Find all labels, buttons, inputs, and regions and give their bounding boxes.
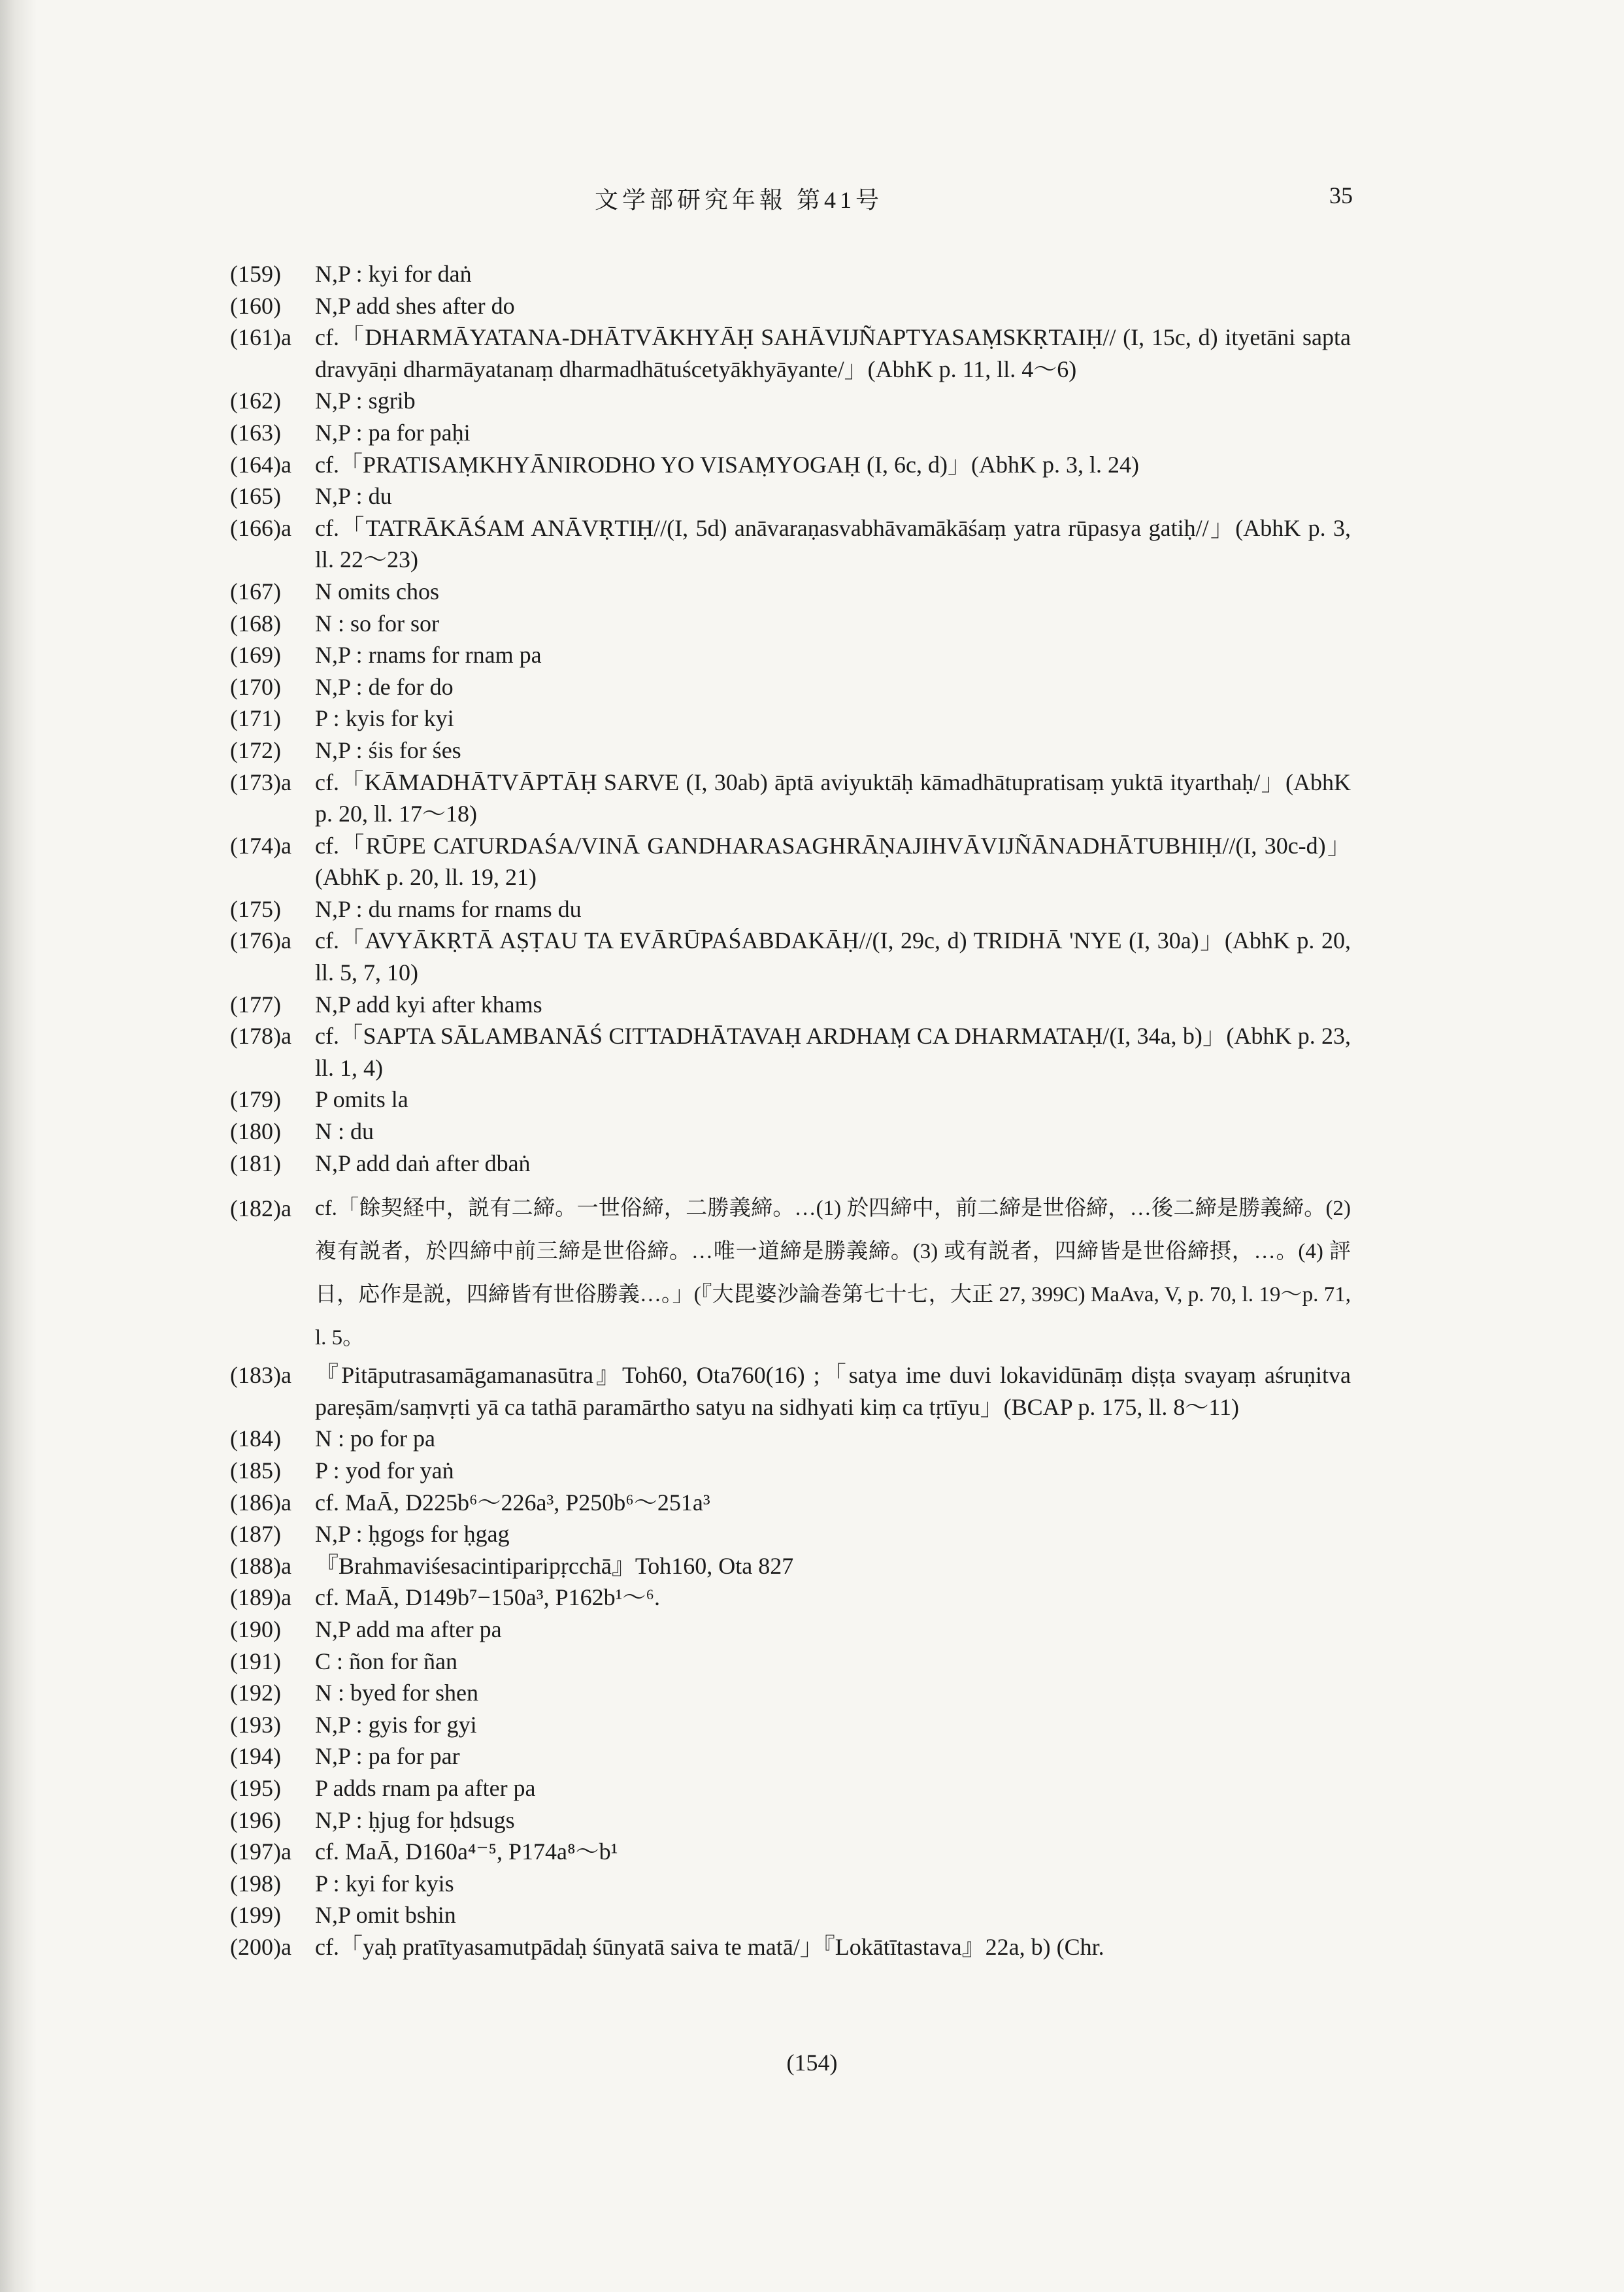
note-number: (167) [230, 578, 281, 605]
note-item [230, 1646, 1351, 1678]
note-text: P : kyis for kyi [315, 705, 454, 732]
note-text: N,P add daṅ after dbaṅ [315, 1150, 531, 1176]
note-item [230, 608, 1351, 640]
note-number: (171) [230, 705, 281, 732]
note-item [230, 639, 1351, 671]
note-number: (176)a [230, 927, 291, 954]
note-number: (172) [230, 737, 281, 763]
note-number: (190) [230, 1616, 281, 1642]
note-number: (191) [230, 1648, 281, 1674]
note-number: (200)a [230, 1933, 291, 1960]
note-item [230, 1709, 1351, 1741]
note-text: N,P : kyi for daṅ [315, 261, 472, 287]
note-text: N,P add kyi after khams [315, 991, 542, 1018]
note-text: N,P : śis for śes [315, 737, 461, 763]
note-number: (195) [230, 1774, 281, 1801]
note-number: (196) [230, 1806, 281, 1833]
note-number: (197)a [230, 1838, 291, 1865]
note-item [230, 1836, 1351, 1868]
note-text: cf. MaĀ, D225b⁶～226a³, P250b⁶～251a³ [315, 1489, 710, 1516]
page-number: 35 [1329, 182, 1353, 208]
note-number: (164)a [230, 451, 291, 478]
note-text: N,P : sgrib [315, 388, 416, 414]
note-number: (174)a [230, 832, 291, 859]
note-text: N,P : rnams for rnam pa [315, 642, 542, 669]
note-number: (199) [230, 1902, 281, 1929]
note-item [230, 1931, 1351, 1963]
note-item [230, 385, 1351, 417]
note-text: N,P : ḥjug for ḥdsugs [315, 1806, 515, 1833]
note-number: (192) [230, 1680, 281, 1706]
note-item [230, 1868, 1351, 1900]
note-number: (187) [230, 1521, 281, 1548]
note-item [230, 1899, 1351, 1931]
note-number: (181) [230, 1150, 281, 1176]
note-text: cf.「KĀMADHĀTVĀPTĀḤ SARVE (I, 30ab) āptā aviyuktāḥ kāmadhātupratisaṃ yuktā ityarthaḥ/」(AbhK p. 20, ll. 17～18) [315, 769, 1351, 827]
note-number: (179) [230, 1086, 281, 1113]
note-number: (169) [230, 642, 281, 669]
note-number: (178)a [230, 1023, 291, 1050]
note-number: (170) [230, 673, 281, 700]
note-number: (163) [230, 419, 281, 446]
note-text: 『Brahmaviśesacintiparipṛcchā』Toh160, Ota 827 [315, 1552, 794, 1579]
note-item [230, 576, 1351, 608]
note-item [230, 1677, 1351, 1709]
note-item [230, 735, 1351, 767]
note-item [230, 893, 1351, 925]
note-text: cf.「AVYĀKṚTĀ AṢṬAU TA EVĀRŪPAŚABDAKĀḤ//(I, 29c, d) TRIDHĀ 'NYE (I, 30a)」(AbhK p. 20, ll. 5, 7, 10) [315, 927, 1351, 986]
note-item [230, 1740, 1351, 1772]
note-text: cf.「SAPTA SĀLAMBANĀŚ CITTADHĀTAVAḤ ARDHAṂ CA DHARMATAḤ/(I, 34a, b)」(AbhK p. 23, ll. 1, 4) [315, 1023, 1351, 1081]
note-item [230, 1518, 1351, 1550]
note-number: (177) [230, 991, 281, 1018]
note-number: (162) [230, 388, 281, 414]
note-text: N,P add shes after do [315, 292, 515, 319]
note-number: (175) [230, 895, 281, 922]
note-text: cf.「DHARMĀYATANA-DHĀTVĀKHYĀḤ SAHĀVIJÑAPTYASAṂSKṚTAIḤ// (I, 15c, d) ityetāni sapta dravyāṇi dharmāyatanaṃ dharmadhātuścetyākhyāyante/」(AbhK p. 11, ll. 4～6) [315, 324, 1351, 382]
note-text: N,P : ḥgogs for ḥgag [315, 1521, 510, 1548]
note-number: (182)a [230, 1195, 291, 1222]
note-text: P : kyi for kyis [315, 1870, 454, 1897]
note-text: N : po for pa [315, 1425, 435, 1452]
note-number: (173)a [230, 769, 291, 795]
note-item [230, 1423, 1351, 1455]
note-text: cf.「PRATISAṂKHYĀNIRODHO YO VISAṂYOGAḤ (I, 6c, d)」(AbhK p. 3, l. 24) [315, 451, 1139, 478]
note-text: N,P : pa for paḥi [315, 419, 471, 446]
note-text: N,P : de for do [315, 673, 454, 700]
note-number: (188)a [230, 1552, 291, 1579]
note-item [230, 1187, 1351, 1359]
note-item [230, 480, 1351, 512]
note-text: N,P : gyis for gyi [315, 1711, 477, 1738]
note-text: N : so for sor [315, 610, 439, 637]
note-text: N,P : du [315, 483, 392, 510]
note-number: (159) [230, 261, 281, 287]
note-item [230, 1614, 1351, 1646]
note-item [230, 703, 1351, 735]
note-text: C : ñon for ñan [315, 1648, 457, 1674]
note-number: (184) [230, 1425, 281, 1452]
note-text: P omits la [315, 1086, 408, 1113]
notes-list [230, 258, 1351, 1963]
note-item [230, 1487, 1351, 1519]
note-item [230, 1359, 1351, 1423]
note-text: N omits chos [315, 578, 440, 605]
note-item [230, 417, 1351, 449]
note-number: (198) [230, 1870, 281, 1897]
note-number: (189)a [230, 1584, 291, 1611]
note-item [230, 1116, 1351, 1148]
note-text: cf.「TATRĀKĀŚAM ANĀVṚTIḤ//(I, 5d) anāvaraṇasvabhāvamākāśaṃ yatra rūpasya gatiḥ//」(AbhK p. 3, ll. 22～23) [315, 514, 1351, 573]
note-item [230, 1804, 1351, 1836]
scan-edge-shadow [0, 0, 37, 2292]
note-item [230, 449, 1351, 481]
note-item [230, 1455, 1351, 1487]
note-item [230, 1582, 1351, 1614]
note-text: cf.「yaḥ pratītyasamutpādaḥ śūnyatā saiva te matā/」『Lokātītastava』22a, b) (Chr. [315, 1933, 1104, 1960]
note-number: (183)a [230, 1362, 291, 1389]
note-item [230, 1772, 1351, 1804]
note-text: cf.「RŪPE CATURDAŚA/VINĀ GANDHARASAGHRĀṆAJIHVĀVIJÑĀNADHĀTUBHIḤ//(I, 30c-d)」(AbhK p. 20, ll. 19, 21) [315, 832, 1351, 891]
note-item [230, 1148, 1351, 1180]
note-item [230, 925, 1351, 988]
page-header [229, 182, 1353, 221]
note-text: N,P : du rnams for rnams du [315, 895, 582, 922]
note-text: N,P : pa for par [315, 1743, 460, 1770]
note-text: P adds rnam pa after pa [315, 1774, 536, 1801]
note-item [230, 1020, 1351, 1084]
note-text: cf. MaĀ, D149b⁷−150a³, P162b¹～⁶. [315, 1584, 660, 1611]
note-text: 『Pitāputrasamāgamanasūtra』Toh60, Ota760(16) ;「satya ime duvi lokavidūnāṃ diṣṭa svayaṃ aśruṇitva pareṣām/saṃvṛti yā ca tathā paramārtho satyu na sidhyati kiṃ ca tṛtīyu」(BCAP p. 175, ll. 8～11) [315, 1362, 1351, 1420]
note-item [230, 512, 1351, 576]
note-number: (165) [230, 483, 281, 510]
note-number: (161)a [230, 324, 291, 351]
note-number: (180) [230, 1118, 281, 1145]
note-text: N,P omit bshin [315, 1902, 456, 1929]
note-text: cf.「餘契経中，説有二締。一世俗締，二勝義締。…(1) 於四締中，前二締是世俗締，…後二締是勝義締。(2) 複有説者，於四締中前三締是世俗締。…唯一道締是勝義締。(3) 或有説者，四締皆是世俗締摂，…。(4) 評日，応作是説，四締皆有世俗勝義…。」(『大毘婆沙論巻第七十七，大正 27, 399C) MaAva, V, p. 70, l. 19～p. 71, l. 5。 [315, 1197, 1351, 1350]
footer-page-marker: (154) [786, 2050, 838, 2076]
note-number: (185) [230, 1457, 281, 1484]
note-item [230, 767, 1351, 830]
journal-title: 文学部研究年報 第41号 [595, 187, 884, 213]
note-text: N : du [315, 1118, 374, 1145]
note-number: (193) [230, 1711, 281, 1738]
note-number: (166)a [230, 514, 291, 541]
note-item [230, 290, 1351, 322]
note-text: P : yod for yaṅ [315, 1457, 454, 1484]
note-number: (194) [230, 1743, 281, 1770]
note-number: (186)a [230, 1489, 291, 1516]
note-item [230, 322, 1351, 385]
note-number: (160) [230, 292, 281, 319]
note-item [230, 1550, 1351, 1582]
note-item [230, 830, 1351, 893]
note-text: N : byed for shen [315, 1680, 478, 1706]
note-text: cf. MaĀ, D160a⁴⁻⁵, P174a⁸～b¹ [315, 1838, 618, 1865]
note-number: (168) [230, 610, 281, 637]
note-text: N,P add ma after pa [315, 1616, 502, 1642]
note-item [230, 1084, 1351, 1116]
note-item [230, 989, 1351, 1021]
note-item [230, 671, 1351, 703]
note-item [230, 258, 1351, 290]
